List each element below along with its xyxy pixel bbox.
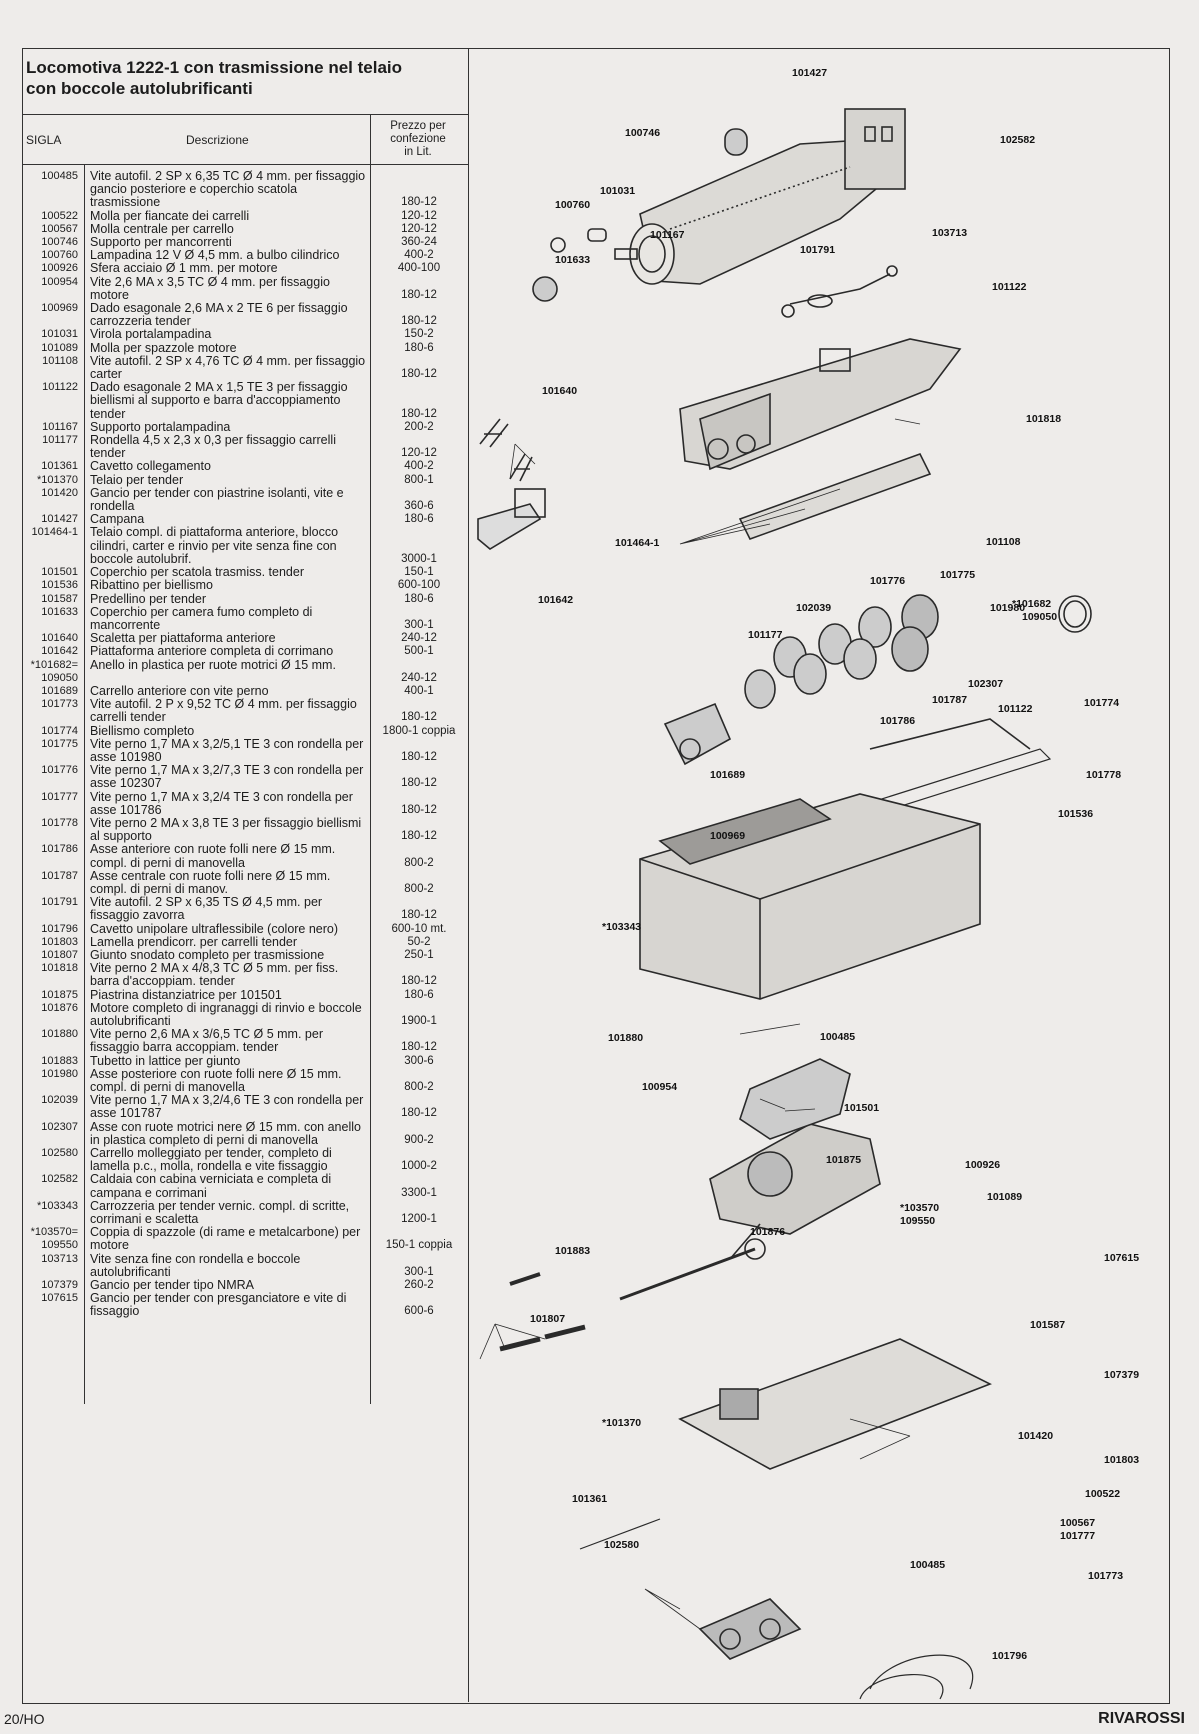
table-row [22, 579, 468, 592]
part-callout-label: 101031 [600, 185, 636, 197]
table-row [22, 381, 468, 421]
part-callout-label: 101803 [1104, 1454, 1140, 1466]
part-price: 240-12 [401, 632, 437, 645]
brand-name: RIVAROSSI [1098, 1710, 1185, 1727]
part-code: 101689 [41, 684, 78, 697]
table-row [22, 460, 468, 473]
table-row [22, 593, 468, 606]
part-description: Virola portalampadina [90, 327, 212, 342]
part-code: 103713 [41, 1252, 78, 1265]
part-code: 100567 [41, 222, 78, 235]
part-price: 180-12 [401, 975, 437, 988]
part-code: 101786 [41, 843, 78, 856]
wheels-drawing [745, 595, 1094, 820]
part-price: 180-12 [401, 777, 437, 790]
part-description: Vite autofil. 2 SP x 6,35 TC Ø 4 mm. per fissaggio gancio posteriore e coperchio scatola trasmissione [90, 169, 366, 210]
part-description: Campana [90, 512, 145, 527]
part-description: Piattaforma anteriore completa di corrimano [90, 644, 334, 659]
part-price: 180-12 [401, 407, 437, 420]
part-description: Lamella prendicorr. per carrelli tender [90, 934, 298, 949]
part-price: 150-2 [404, 328, 434, 341]
title-line-2: con boccole autolubrificanti [26, 79, 253, 98]
part-callout-label: 102039 [796, 602, 832, 614]
table-row [22, 764, 468, 790]
part-description: Carrozzeria per tender vernic. compl. di scritte, corrimani e scaletta [90, 1198, 350, 1227]
part-callout-label: 101786 [880, 715, 916, 727]
ladder-drawing [478, 419, 545, 549]
part-callout-label: 101980 [990, 602, 1026, 614]
part-callout-label: 101464-1 [615, 537, 660, 549]
part-code: 101791 [41, 896, 78, 909]
page-title [26, 57, 456, 99]
part-code: 100485 [41, 170, 78, 182]
part-price: 800-2 [404, 1081, 434, 1094]
part-description: Vite perno 2 MA x 3,8 TE 3 per fissaggio biellismi al supporto [90, 815, 362, 844]
part-description: Gancio per tender con presganciatore e vite di fissaggio [90, 1291, 347, 1319]
part-code: 101633 [41, 605, 78, 618]
table-row [22, 870, 468, 896]
part-code: 101587 [41, 592, 78, 605]
part-callout-label: 102582 [1000, 134, 1036, 146]
part-description: Vite 2,6 MA x 3,5 TC Ø 4 mm. per fissaggio motore [90, 274, 330, 302]
part-description: Molla per fiancate dei carrelli [90, 208, 250, 223]
part-callout-label: 101777 [1060, 1530, 1096, 1542]
part-price: 900-2 [404, 1133, 434, 1146]
part-code: 102580 [41, 1147, 78, 1160]
part-code: 101536 [41, 579, 78, 592]
part-callout-label: 101536 [1058, 808, 1094, 820]
part-description: Asse anteriore con ruote folli nere Ø 15 mm. compl. di perni di manovella [90, 842, 336, 870]
part-callout-label: 109050 [1022, 611, 1058, 623]
part-price: 400-2 [404, 249, 434, 262]
part-description: Lampadina 12 V Ø 4,5 mm. a bulbo cilindrico [90, 248, 340, 263]
part-price: 150-1 coppia [385, 1239, 453, 1252]
part-description: Cavetto unipolare ultraflessibile (colore nero) [90, 921, 339, 936]
part-description: Caldaia con cabina verniciata e completa di campana e corrimani [90, 1172, 332, 1200]
table-row [22, 1055, 468, 1068]
part-callout-label: 107615 [1104, 1252, 1140, 1264]
part-callout-label: 101501 [844, 1102, 880, 1114]
part-code: *101682= 109050 [30, 658, 78, 684]
part-code: 101876 [41, 1001, 78, 1014]
table-row [22, 526, 468, 566]
part-price: 180-12 [401, 1041, 437, 1054]
part-callout-label: 101689 [710, 769, 746, 781]
table-row [22, 738, 468, 764]
part-code: 101122 [42, 381, 78, 394]
part-callout-label: 101633 [555, 254, 591, 266]
part-description: Coperchio per scatola trasmiss. tender [90, 565, 304, 580]
exploded-diagram-svg [470, 49, 1167, 1701]
part-description: Cavetto collegamento [90, 459, 211, 474]
part-callout-label: 100485 [910, 1559, 946, 1571]
part-price: 1900-1 [401, 1015, 437, 1027]
part-code: 100969 [41, 302, 78, 315]
table-row [22, 566, 468, 579]
part-callout-label: 100567 [1060, 1517, 1096, 1529]
part-callout-label: 101796 [992, 1650, 1028, 1662]
part-price: 180-6 [404, 341, 434, 354]
table-row [22, 210, 468, 223]
page-number: 20/HO [4, 1711, 45, 1727]
part-code: 101818 [41, 962, 78, 975]
table-row [22, 659, 468, 685]
tender-frame-drawing [680, 1339, 990, 1469]
part-callout-label: 101876 [750, 1226, 786, 1238]
part-price: 250-1 [404, 948, 434, 961]
part-price: 300-6 [404, 1054, 434, 1067]
part-description: Telaio compl. di piattaforma anteriore, blocco cilindri, carter e rinvio per vite senza fine con boccole autolubrif. [90, 525, 339, 566]
table-row [22, 989, 468, 1002]
chassis-drawing [680, 339, 960, 539]
part-code: 101774 [41, 724, 78, 737]
part-price: 180-12 [401, 750, 437, 763]
part-callout-label: 101089 [987, 1191, 1023, 1203]
part-description: Biellismo completo [90, 723, 195, 738]
table-row [22, 1292, 468, 1318]
part-price: 180-12 [401, 711, 437, 724]
part-description: Vite autofil. 2 SP x 6,35 TS Ø 4,5 mm. per fissaggio zavorra [90, 895, 323, 923]
part-code: 107379 [41, 1279, 78, 1292]
part-code: 101778 [41, 816, 78, 829]
part-code: 101167 [42, 420, 78, 433]
part-callout-label: 101361 [572, 1493, 608, 1505]
header-price [370, 120, 466, 159]
part-description: Coppia di spazzole (di rame e metalcarbone) per motore [90, 1225, 361, 1253]
part-price: 180-6 [404, 513, 434, 526]
part-code: 101361 [41, 460, 78, 473]
part-price: 300-1 [404, 618, 434, 631]
part-description: Telaio per tender [90, 472, 184, 487]
part-code: 101796 [41, 922, 78, 935]
header-description: Descrizione [186, 133, 249, 147]
part-price: 180-12 [401, 315, 437, 328]
part-callout-label: 101773 [1088, 1570, 1124, 1582]
part-code: 100760 [41, 249, 78, 262]
part-description: Vite perno 2 MA x 4/8,3 TC Ø 5 mm. per fiss. barra d'accoppiam. tender [90, 961, 339, 989]
part-callout-label: 100926 [965, 1159, 1001, 1171]
part-code: 101501 [41, 566, 78, 579]
part-code: 100746 [41, 236, 78, 249]
part-code: 101883 [41, 1054, 78, 1067]
part-callout-label: 101587 [1030, 1319, 1066, 1331]
part-price: 3300-1 [401, 1186, 437, 1199]
part-code: 101420 [41, 486, 78, 499]
gearbox-drawing [620, 1124, 880, 1299]
header-top-rule [22, 114, 468, 115]
part-callout-label: 101775 [940, 569, 976, 581]
part-price: 180-6 [404, 592, 434, 605]
part-callout-label: 101108 [986, 536, 1021, 548]
part-description: Tubetto in lattice per giunto [90, 1053, 241, 1068]
part-callout-label: 101427 [792, 67, 828, 79]
part-description: Asse centrale con ruote folli nere Ø 15 mm. compl. di perni di manov. [90, 868, 331, 896]
table-row [22, 1173, 468, 1199]
part-callout-label: 101642 [538, 594, 574, 606]
table-row [22, 487, 468, 513]
part-code: 101031 [41, 328, 78, 341]
part-description: Vite perno 1,7 MA x 3,2/5,1 TE 3 con rondella per asse 101980 [90, 736, 364, 764]
part-description: Predellino per tender [90, 591, 207, 606]
table-row [22, 302, 468, 328]
part-code: 101642 [41, 645, 78, 658]
part-callout-label: *103343 [602, 921, 642, 933]
part-description: Coperchio per camera fumo completo di mancorrente [90, 604, 313, 632]
part-code: *103343 [37, 1199, 78, 1212]
part-price: 400-2 [404, 460, 434, 473]
part-price: 120-12 [401, 447, 437, 460]
part-description: Vite autofil. 2 SP x 4,76 TC Ø 4 mm. per fissaggio carter [90, 353, 366, 382]
part-price: 360-24 [401, 236, 437, 249]
table-row [22, 1226, 468, 1252]
worm-drawing [782, 266, 897, 317]
table-row [22, 1253, 468, 1279]
part-description: Dado esagonale 2,6 MA x 2 TE 6 per fissaggio carrozzeria tender [90, 301, 348, 329]
part-price: 800-2 [404, 882, 434, 895]
table-row [22, 434, 468, 460]
table-row [22, 328, 468, 341]
part-code: 100954 [41, 275, 78, 288]
part-code: 101980 [41, 1067, 78, 1080]
header-price-line-2: confezione [390, 133, 446, 145]
part-description: Supporto per mancorrenti [90, 235, 232, 250]
header-price-line-3: in Lit. [404, 146, 432, 158]
table-row [22, 1147, 468, 1173]
part-price: 200-2 [404, 420, 434, 433]
part-price: 180-12 [401, 196, 437, 209]
part-price: 180-12 [401, 830, 437, 843]
table-row [22, 962, 468, 988]
part-code: 101640 [41, 632, 78, 645]
tender-body-drawing [640, 794, 980, 999]
part-description: Molla per spazzole motore [90, 340, 237, 355]
part-price: 500-1 [404, 645, 434, 658]
part-code: 101773 [41, 698, 78, 711]
header-code: SIGLA [26, 133, 62, 147]
part-callout-label: 101776 [870, 575, 906, 587]
part-description: Motore completo di ingranaggi di rinvio e boccole autolubrificanti [90, 1000, 362, 1028]
part-callout-label: 100746 [625, 127, 661, 139]
part-price: 150-1 [404, 566, 434, 579]
part-price: 1800-1 coppia [382, 724, 456, 737]
part-description: Piastrina distanziatrice per 101501 [90, 987, 282, 1002]
part-code: 100522 [41, 209, 78, 222]
part-code: 101089 [41, 341, 78, 354]
part-price: 360-6 [404, 500, 434, 513]
pony-truck-drawing [665, 704, 730, 764]
part-description: Molla centrale per carrello [90, 221, 234, 236]
driveshaft-drawing [500, 1274, 585, 1349]
title-line-1: Locomotiva 1222-1 con trasmissione nel telaio [26, 58, 403, 77]
part-description: Dado esagonale 2 MA x 1,5 TE 3 per fissaggio biellismi al supporto e barra d'accoppiamento tender [90, 380, 348, 421]
part-price: 180-12 [401, 368, 437, 381]
part-price: 120-12 [401, 209, 437, 222]
table-row [22, 223, 468, 236]
part-callout-label: *101682 [1012, 598, 1052, 610]
part-callout-label: 100969 [710, 830, 746, 842]
part-callout-label: 102307 [968, 678, 1004, 690]
part-price: 180-12 [401, 288, 437, 301]
part-description: Gancio per tender con piastrine isolanti, vite e rondella [90, 485, 344, 514]
part-code: *101370 [37, 473, 78, 486]
table-row [22, 791, 468, 817]
table-row [22, 923, 468, 936]
part-callout-label: 101807 [530, 1313, 566, 1325]
part-price: 600-6 [404, 1305, 434, 1318]
table-row [22, 843, 468, 869]
table-row [22, 896, 468, 922]
part-code: 101803 [41, 935, 78, 948]
table-row [22, 355, 468, 381]
table-row [22, 1002, 468, 1028]
part-price: 3000-1 [401, 552, 437, 565]
part-description: Giunto snodato completo per trasmissione [90, 947, 325, 962]
part-callout-label: 101774 [1084, 697, 1120, 709]
part-description: Carrello anteriore con vite perno [90, 683, 269, 698]
part-callout-label: 101787 [932, 694, 968, 706]
part-description: Vite perno 1,7 MA x 3,2/4,6 TE 3 con rondella per asse 101787 [90, 1093, 364, 1121]
part-code: 101427 [41, 513, 78, 526]
part-callout-label: 101883 [555, 1245, 591, 1257]
part-description: Vite autofil. 2 P x 9,52 TC Ø 4 mm. per fissaggio carrelli tender [90, 697, 357, 725]
part-callout-label: 102580 [604, 1539, 640, 1551]
motor-cover-drawing [740, 1059, 850, 1139]
part-description: Vite senza fine con rondella e boccole autolubrificanti [90, 1251, 301, 1279]
part-code: 100926 [41, 262, 78, 275]
header-price-line-1: Prezzo per [390, 120, 446, 132]
part-code: 101777 [41, 790, 78, 803]
part-price: 400-100 [397, 262, 441, 275]
part-price: 1200-1 [401, 1213, 437, 1226]
part-price: 400-1 [404, 684, 434, 697]
part-callout-label: 100760 [555, 199, 591, 211]
part-callout-label: 101122 [992, 281, 1027, 293]
part-callout-label: 107379 [1104, 1369, 1140, 1381]
part-callout-label: 101167 [650, 229, 685, 241]
part-description: Scaletta per piattaforma anteriore [90, 631, 276, 646]
part-callout-label: 101791 [800, 244, 836, 256]
part-description: Vite perno 2,6 MA x 3/6,5 TC Ø 5 mm. per fissaggio barra accoppiam. tender [90, 1027, 323, 1055]
part-description: Anello in plastica per ruote motrici Ø 15 mm. [90, 657, 336, 672]
part-code: 102307 [41, 1120, 78, 1133]
part-code: *103570= 109550 [30, 1226, 78, 1252]
part-callout-label: 101640 [542, 385, 578, 397]
table-row [22, 276, 468, 302]
table-row [22, 342, 468, 355]
table-row [22, 474, 468, 487]
part-code: 101464-1 [31, 526, 78, 539]
table-row [22, 1068, 468, 1094]
part-code: 101787 [41, 869, 78, 882]
part-description: Asse con ruote motrici nere Ø 15 mm. con anello in plastica completo di perni di manovella [90, 1119, 361, 1147]
part-code: 101108 [42, 354, 78, 367]
table-row [22, 698, 468, 724]
part-price: 260-2 [404, 1279, 434, 1292]
part-price: 800-2 [404, 856, 434, 869]
table-row [22, 1094, 468, 1120]
part-callout-label: 101875 [826, 1154, 862, 1166]
part-callout-label: 100485 [820, 1031, 856, 1043]
table-row [22, 817, 468, 843]
part-price: 600-10 mt. [391, 922, 447, 935]
table-row [22, 606, 468, 632]
table-row [22, 725, 468, 738]
part-price: 180-12 [401, 1107, 437, 1120]
table-row [22, 936, 468, 949]
part-price: 180-12 [401, 909, 437, 922]
exploded-parts-drawing [470, 49, 1167, 1701]
part-price: 50-2 [407, 935, 431, 948]
table-row [22, 170, 468, 210]
table-row [22, 1028, 468, 1054]
part-callout-label: *103570 [900, 1202, 940, 1214]
part-callout-label: 100522 [1085, 1488, 1121, 1500]
part-price: 300-1 [404, 1265, 434, 1278]
part-code: 101776 [41, 764, 78, 777]
table-row [22, 645, 468, 658]
part-description: Carrello molleggiato per tender, completo di lamella p.c., molla, rondella e vite fissaggio [90, 1146, 332, 1174]
part-description: Sfera acciaio Ø 1 mm. per motore [90, 261, 278, 276]
part-description: Asse posteriore con ruote folli nere Ø 15 mm. compl. di perni di manovella [90, 1066, 342, 1095]
part-description: Rondella 4,5 x 2,3 x 0,3 per fissaggio carrelli tender [90, 433, 336, 461]
part-callout-label: 100954 [642, 1081, 678, 1093]
part-callout-label: *101370 [602, 1417, 642, 1429]
parts-table [22, 170, 468, 1319]
part-callout-label: 103713 [932, 227, 968, 239]
part-callout-label: 101177 [748, 629, 783, 641]
part-callout-label: 101420 [1018, 1430, 1054, 1442]
part-price: 240-12 [401, 671, 437, 684]
table-row [22, 262, 468, 275]
table-row [22, 1121, 468, 1147]
part-callout-label: 101122 [998, 703, 1033, 715]
part-callout-label: 101778 [1086, 769, 1122, 781]
part-callout-label: 101880 [608, 1032, 644, 1044]
part-callout-label: 101818 [1026, 413, 1062, 425]
part-price: 120-12 [401, 222, 437, 235]
part-description: Gancio per tender tipo NMRA [90, 1278, 254, 1293]
part-description: Ribattino per biellismo [90, 578, 213, 593]
part-code: 101880 [41, 1028, 78, 1041]
part-price: 180-12 [401, 803, 437, 816]
part-callout-label: 109550 [900, 1215, 936, 1227]
header-bottom-rule [22, 164, 468, 165]
part-code: 102582 [41, 1173, 78, 1186]
part-code: 107615 [41, 1292, 78, 1305]
part-description: Supporto portalampadina [90, 419, 231, 434]
table-row [22, 1200, 468, 1226]
boiler-drawing [630, 109, 905, 284]
part-code: 102039 [41, 1094, 78, 1107]
part-description: Vite perno 1,7 MA x 3,2/7,3 TE 3 con rondella per asse 102307 [90, 763, 364, 791]
part-code: 101807 [41, 948, 78, 961]
part-code: 101775 [41, 737, 78, 750]
part-price: 800-1 [404, 473, 434, 486]
part-description: Vite perno 1,7 MA x 3,2/4 TE 3 con rondella per asse 101786 [90, 789, 353, 817]
part-price: 600-100 [397, 579, 441, 592]
cable-drawing [860, 1655, 973, 1699]
part-code: 101177 [42, 434, 78, 447]
part-price: 1000-2 [401, 1160, 437, 1173]
part-code: 101875 [41, 988, 78, 1001]
part-price: 180-6 [404, 988, 434, 1001]
